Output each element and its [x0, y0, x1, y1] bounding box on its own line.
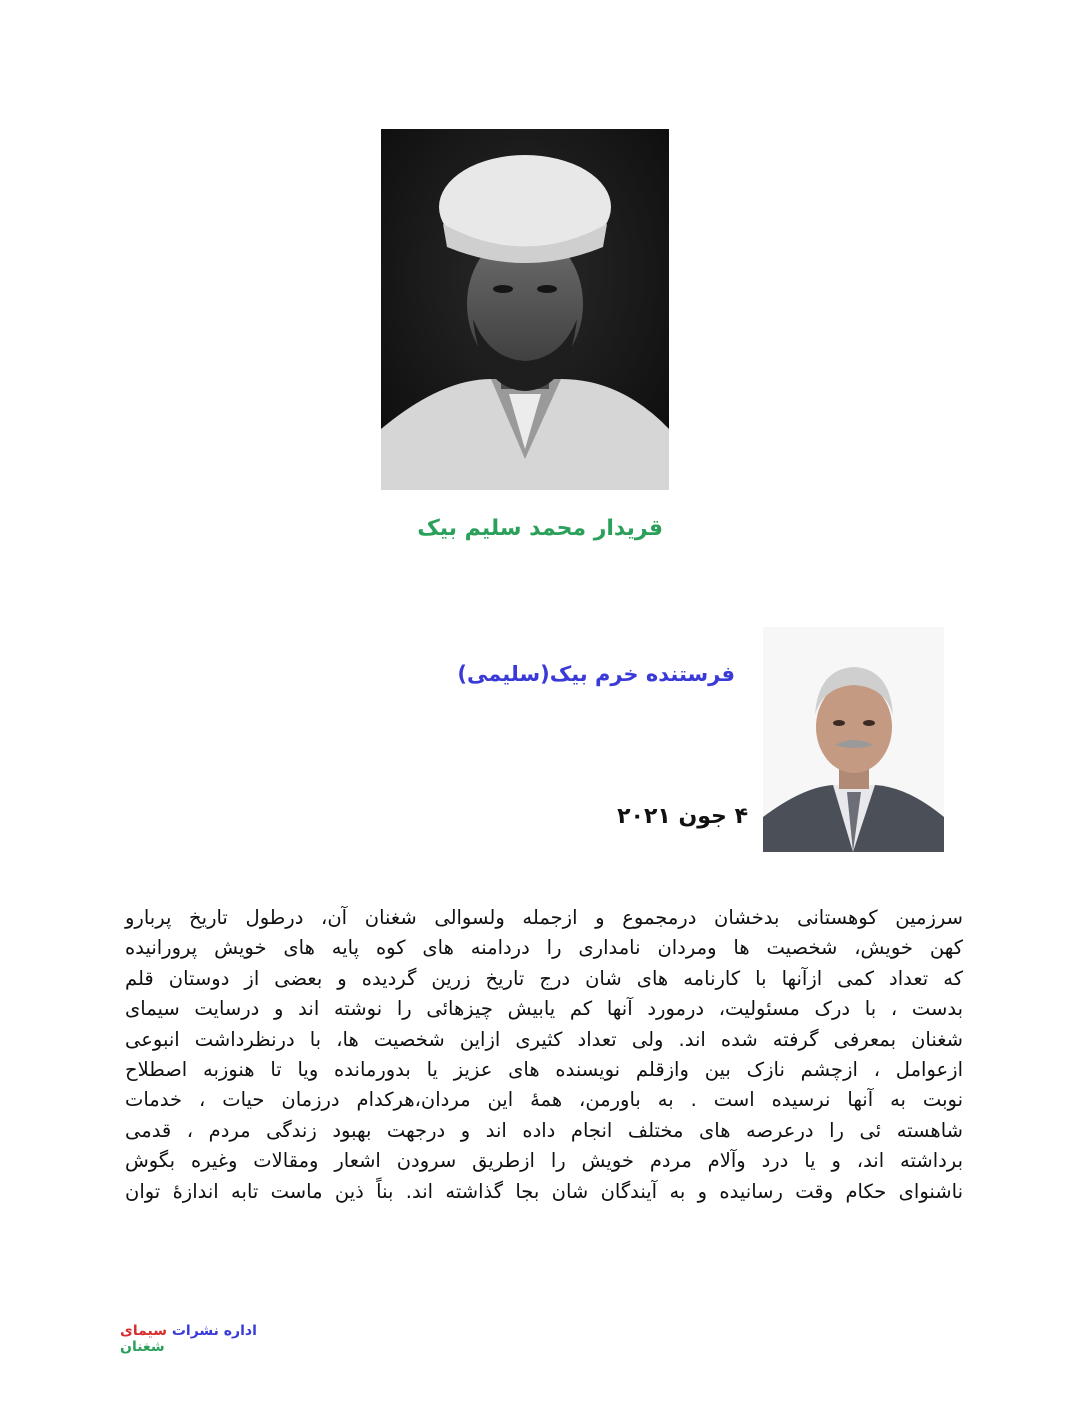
body-line: نوبت به آنها نرسیده است . به باورمن، همهٔ این مردان،هرکدام درزمان حیات ، خدمات: [125, 1088, 963, 1112]
footer-site-name-1: سیمای: [120, 1323, 167, 1339]
body-line: که تعداد کمی ازآنها با کارنامه های شان درج تاریخ زرین گردیده و بعضی از دوستان قلم: [125, 966, 963, 990]
footer-site-name-2: شغنان: [120, 1339, 165, 1355]
article-body: [125, 903, 963, 1207]
body-line: ناشنوای حکام وقت رسانیده و به آیندگان شان بجا گذاشته اند. بناً ذین ماست تابه اندازهٔ توان: [125, 1179, 963, 1203]
author-photo: [763, 627, 944, 852]
sender-line: فرستنده خرم بیک(سلیمی): [457, 662, 735, 686]
body-line: کهن خویش، شخصیت ها ومردان نامداری را دردامنه های کوه پایه های خویش پرورانیده: [125, 936, 963, 960]
body-line: شاهسته ئی را درعرصه های مختلف انجام داده اند و درجهت بهبود زندگی مردم ، قدمی: [125, 1118, 963, 1142]
body-line: ازعوامل ، ازچشم نازک بین وازقلم نویسنده های عزیز یا بدورمانده ویا تا هنوزبه اصطلاح: [125, 1058, 963, 1082]
footer-publisher: [120, 1323, 300, 1355]
article-title: قریدار محمد سلیم بیک: [417, 516, 663, 541]
body-line: بدست ، با درک مسئولیت، درمورد آنها کم یابیش چیزهائی را نوشته اند و درسایت سیمای: [125, 997, 963, 1021]
publish-date: ۴ جون ۲۰۲۱: [617, 804, 748, 829]
portrait-photo: [381, 129, 669, 490]
body-line: برداشته اند، و یا درد وآلام مردم خویش را ازطریق سرودن اشعار ومقالات وغیره بگوش: [125, 1149, 963, 1173]
body-line: سرزمین کوهستانی بدخشان درمجموع و ازجمله ولسوالی شغنان آن، درطول تاریخ پربارو: [125, 906, 963, 929]
body-line: شغنان بمعرفی گرفته شده اند. ولی تعداد کثیری ازاین شخصیت ها، با درنظرداشت انبوعی: [125, 1027, 963, 1051]
footer-publisher-label: اداره نشرات: [171, 1323, 257, 1339]
